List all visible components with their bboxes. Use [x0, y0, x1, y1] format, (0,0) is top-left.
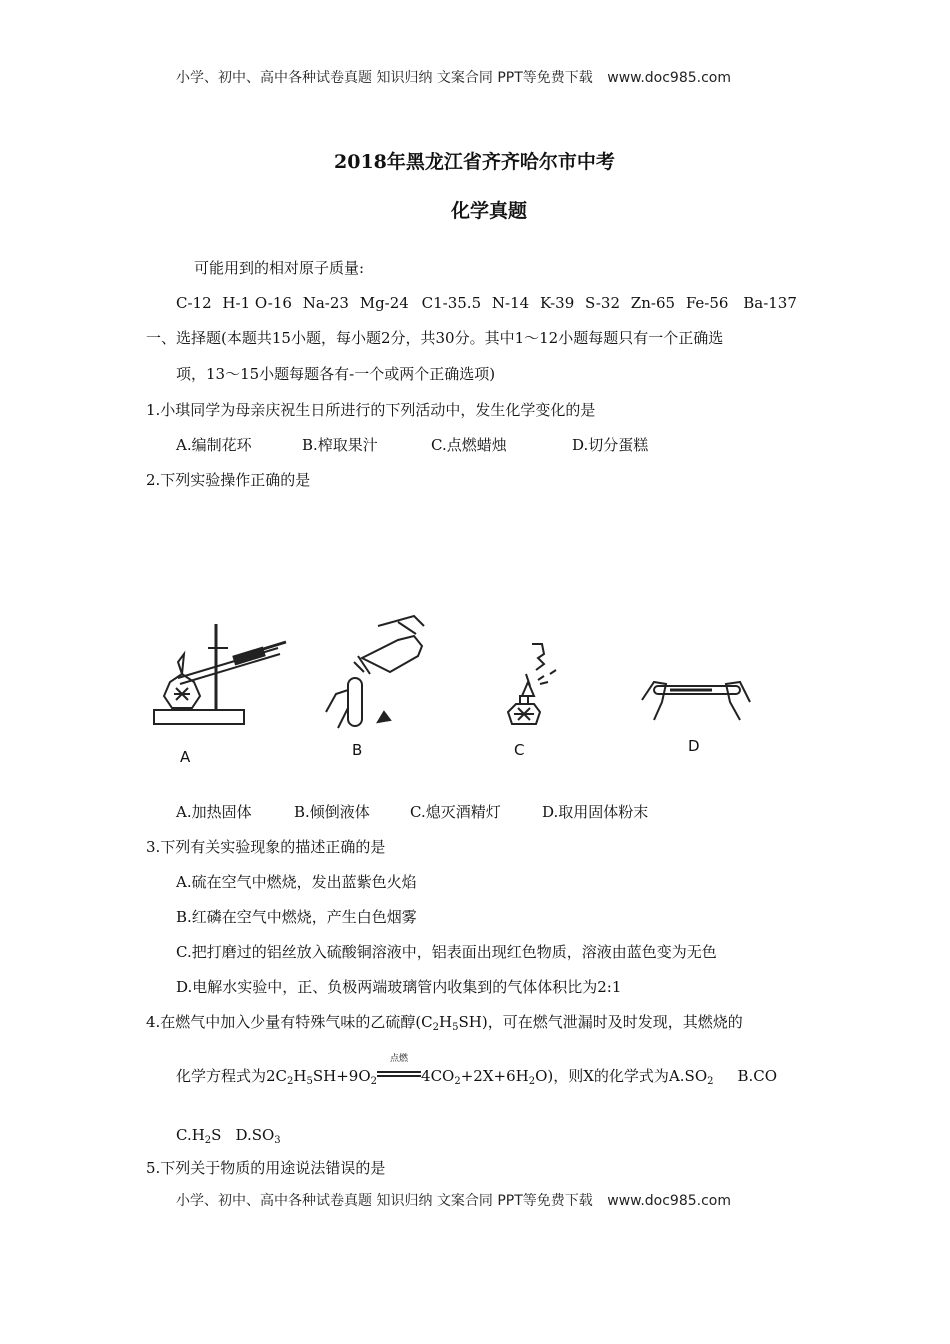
figure-label-a: A	[180, 748, 191, 766]
atomic-mass-item: Zn-65	[630, 294, 676, 312]
atomic-mass-label: 可能用到的相对原子质量:	[194, 259, 365, 277]
atomic-mass-item: Mg-24	[359, 294, 409, 312]
question-1-stem: 1.小琪同学为母亲庆祝生日所进行的下列活动中，发生化学变化的是	[146, 401, 596, 419]
q3-option-d: D.电解水实验中，正、负极两端玻璃管内收集到的气体体积比为2:1	[176, 978, 622, 996]
question-2-options	[176, 802, 648, 822]
question-5-stem: 5.下列关于物质的用途说法错误的是	[146, 1159, 386, 1177]
question-4-equation: 化学方程式为$2C_2H_5SH+9O_2$ 点燃 $4CO_2+2X+6H_2O$)，则X的化学式为$A.SO_2$ B.CO	[176, 1054, 778, 1087]
atomic-mass-item: H-1	[222, 294, 251, 312]
figure-b-pouring-liquid	[318, 612, 438, 732]
page-footer	[176, 1191, 731, 1211]
q4-option-b: B.CO	[737, 1067, 778, 1085]
footer-text: 小学、初中、高中各种试卷真题 知识归纳 文案合同 PPT等免费下载	[176, 1193, 593, 1209]
question-2-stem: 2.下列实验操作正确的是	[146, 471, 311, 489]
question-4-stem: 4.在燃气中加入少量有特殊气味的乙硫醇$(C_2H_5SH)$，可在燃气泄漏时及时发现，其燃烧的	[146, 1013, 743, 1033]
atomic-mass-item: C-12	[176, 294, 212, 312]
exam-title: 2018年黑龙江省齐齐哈尔市中考	[334, 151, 615, 173]
q2-option-b: B.倾倒液体	[294, 803, 370, 821]
figure-label-c: C	[514, 741, 525, 759]
atomic-mass-item: Na-23	[302, 294, 349, 312]
q1-option-c: C.点燃蜡烛	[431, 436, 507, 454]
atomic-mass-item: Ba-137	[743, 294, 797, 312]
page-header	[176, 68, 731, 88]
exam-subtitle: 化学真题	[451, 200, 528, 222]
atomic-mass-item: C1-35.5	[421, 294, 482, 312]
q1-option-b: B.榨取果汁	[302, 436, 378, 454]
figure-a-heating-solid	[148, 620, 288, 732]
atomic-mass-values	[176, 293, 797, 313]
footer-url: www.doc985.com	[607, 1193, 731, 1209]
q3-option-b: B.红磷在空气中燃烧，产生白色烟雾	[176, 908, 417, 926]
q2-option-c: C.熄灭酒精灯	[410, 803, 501, 821]
question-1-options	[176, 435, 648, 455]
section-1-instructions: 一、选择题(本题共15小题，每小题2分，共30分。其中1～12小题每题只有一个正确选	[146, 329, 724, 347]
q4-option-c: C.H	[176, 1126, 205, 1144]
atomic-mass-item: K-39	[539, 294, 575, 312]
figure-c-extinguishing-lamp	[500, 640, 570, 730]
q2-option-d: D.取用固体粉末	[542, 803, 649, 821]
figure-label-b: B	[352, 741, 363, 759]
q1-option-a: A.编制花环	[176, 436, 252, 454]
header-text: 小学、初中、高中各种试卷真题 知识归纳 文案合同 PPT等免费下载	[176, 70, 593, 86]
section-1-instructions-cont: 项，13～15小题每题各有-一个或两个正确选项)	[176, 365, 496, 383]
q3-option-a: A.硫在空气中燃烧，发出蓝紫色火焰	[176, 873, 417, 891]
atomic-mass-item: N-14	[491, 294, 530, 312]
q3-option-c: C.把打磨过的铝丝放入硫酸铜溶液中，铝表面出现红色物质，溶液由蓝色变为无色	[176, 943, 717, 961]
q2-option-a: A.加热固体	[176, 803, 252, 821]
question-3-stem: 3.下列有关实验现象的描述正确的是	[146, 838, 386, 856]
reaction-condition-arrow: 点燃	[377, 1066, 421, 1086]
header-url: www.doc985.com	[607, 70, 731, 86]
figure-d-solid-powder	[640, 672, 752, 728]
q1-option-d: D.切分蛋糕	[572, 436, 649, 454]
question-4-options-cont: $C.H_2S$ $D.SO_3$	[176, 1126, 281, 1146]
atomic-mass-item: Fe-56	[685, 294, 729, 312]
q4-option-a: A.SO	[668, 1067, 708, 1085]
q4-option-d: D.SO	[235, 1126, 275, 1144]
figure-label-d: D	[688, 737, 700, 755]
atomic-mass-item: O-16	[254, 294, 292, 312]
atomic-mass-item: S-32	[585, 294, 621, 312]
